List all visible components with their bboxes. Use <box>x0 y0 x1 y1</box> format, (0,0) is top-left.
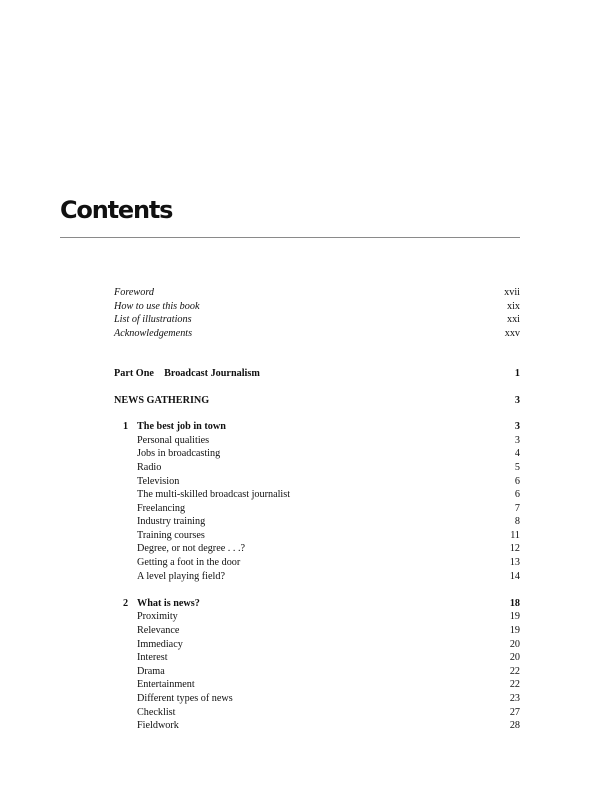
page-title: Contents <box>60 196 173 224</box>
toc-entry-label: Proximity <box>137 611 178 623</box>
toc-entry-label: Getting a foot in the door <box>137 557 241 569</box>
toc-entry <box>114 434 520 448</box>
part-title: Broadcast Journalism <box>164 367 260 379</box>
chapter-number: 2 <box>123 597 129 609</box>
toc-entry-label: A level playing field? <box>137 570 225 582</box>
toc-entry-page: 1 <box>514 367 520 379</box>
toc-entry-page: 5 <box>514 461 520 473</box>
toc-entry-page: 12 <box>509 543 520 555</box>
toc-entry <box>114 447 520 461</box>
toc-chapter-heading <box>114 597 520 611</box>
toc-entry-label: Television <box>137 475 180 487</box>
toc-entry-label: Relevance <box>137 625 180 637</box>
toc-entry <box>114 475 520 489</box>
toc-entry-page: 7 <box>514 502 520 514</box>
toc-chapter-heading <box>114 420 520 434</box>
toc-entry-how-to-use <box>114 300 520 314</box>
toc-entry <box>114 529 520 543</box>
toc-entry <box>114 706 520 720</box>
title-divider <box>60 237 520 238</box>
toc-entry <box>114 556 520 570</box>
toc-entry-label: Entertainment <box>137 679 195 691</box>
toc-entry-page: 14 <box>509 570 520 582</box>
toc-entry-page: 22 <box>509 665 520 677</box>
toc-entry-label: Fieldwork <box>137 720 179 732</box>
toc-entry-page: 23 <box>509 693 520 705</box>
toc-entry-page: 8 <box>514 516 520 528</box>
toc-entry <box>114 502 520 516</box>
toc-entry-label: The multi-skilled broadcast journalist <box>137 489 291 501</box>
toc-entry-page: 11 <box>510 529 520 541</box>
toc-entry <box>114 638 520 652</box>
toc-entry-label: Checklist <box>137 706 176 718</box>
toc-entry-page: 28 <box>509 720 520 732</box>
toc-entry-label: Interest <box>137 652 168 664</box>
table-of-contents <box>114 286 520 733</box>
toc-entry <box>114 678 520 692</box>
toc-entry-label: Jobs in broadcasting <box>137 448 221 460</box>
toc-entry <box>114 665 520 679</box>
toc-entry-page: 20 <box>509 652 520 664</box>
toc-entry-label: Radio <box>137 461 162 473</box>
toc-part-heading <box>114 367 520 381</box>
toc-entry-label: List of illustrations <box>114 314 192 326</box>
toc-entry-label: Foreword <box>114 287 154 298</box>
toc-entry-page: 3 <box>514 434 520 446</box>
toc-entry-page: 19 <box>509 625 520 637</box>
part-label: Part One <box>114 367 154 379</box>
toc-entry <box>114 610 520 624</box>
toc-entry-label: How to use this book <box>114 300 200 312</box>
toc-entry <box>114 542 520 556</box>
toc-entry-page: xvii <box>504 287 520 298</box>
toc-entry-page: 4 <box>514 448 520 460</box>
toc-entry <box>114 570 520 584</box>
toc-entry-page: 20 <box>509 638 520 650</box>
toc-entry-page: xix <box>506 300 520 312</box>
toc-entry-foreword <box>114 286 520 300</box>
toc-entry-label: Personal qualities <box>137 434 210 446</box>
toc-entry-label: Industry training <box>137 516 206 528</box>
toc-entry-label: Drama <box>137 665 165 677</box>
toc-entry-label: Acknowledgements <box>114 327 193 339</box>
toc-entry-label: Immediacy <box>137 638 183 650</box>
chapter-title: The best job in town <box>137 421 226 433</box>
toc-entry-label: Freelancing <box>137 502 186 514</box>
toc-entry-page: 3 <box>514 394 520 406</box>
toc-entry-page: xxv <box>504 327 520 339</box>
toc-entry-page: 3 <box>514 421 520 433</box>
section-title: NEWS GATHERING <box>114 394 210 406</box>
toc-entry <box>114 692 520 706</box>
toc-entry-page: 6 <box>514 475 520 487</box>
toc-entry-label: Degree, or not degree . . .? <box>137 543 246 555</box>
chapter-title: What is news? <box>137 597 200 609</box>
toc-entry <box>114 719 520 733</box>
toc-entry-page: 18 <box>509 597 520 609</box>
toc-entry-page: 6 <box>514 489 520 501</box>
toc-entry <box>114 488 520 502</box>
toc-entry-page: xxi <box>506 314 520 326</box>
chapter-number: 1 <box>123 421 129 433</box>
toc-entry-page: 22 <box>509 679 520 691</box>
toc-entry-page: 27 <box>509 706 520 718</box>
toc-entry-page: 19 <box>509 611 520 623</box>
toc-entry-list-of-illustrations <box>114 313 520 327</box>
toc-entry-label: Different types of news <box>137 693 233 705</box>
toc-entry-page: 13 <box>509 557 520 569</box>
toc-entry-acknowledgements <box>114 327 520 341</box>
toc-entry <box>114 651 520 665</box>
toc-section-heading <box>114 394 520 408</box>
toc-entry <box>114 515 520 529</box>
toc-entry-label: Training courses <box>137 529 205 541</box>
toc-entry <box>114 624 520 638</box>
toc-entry <box>114 461 520 475</box>
